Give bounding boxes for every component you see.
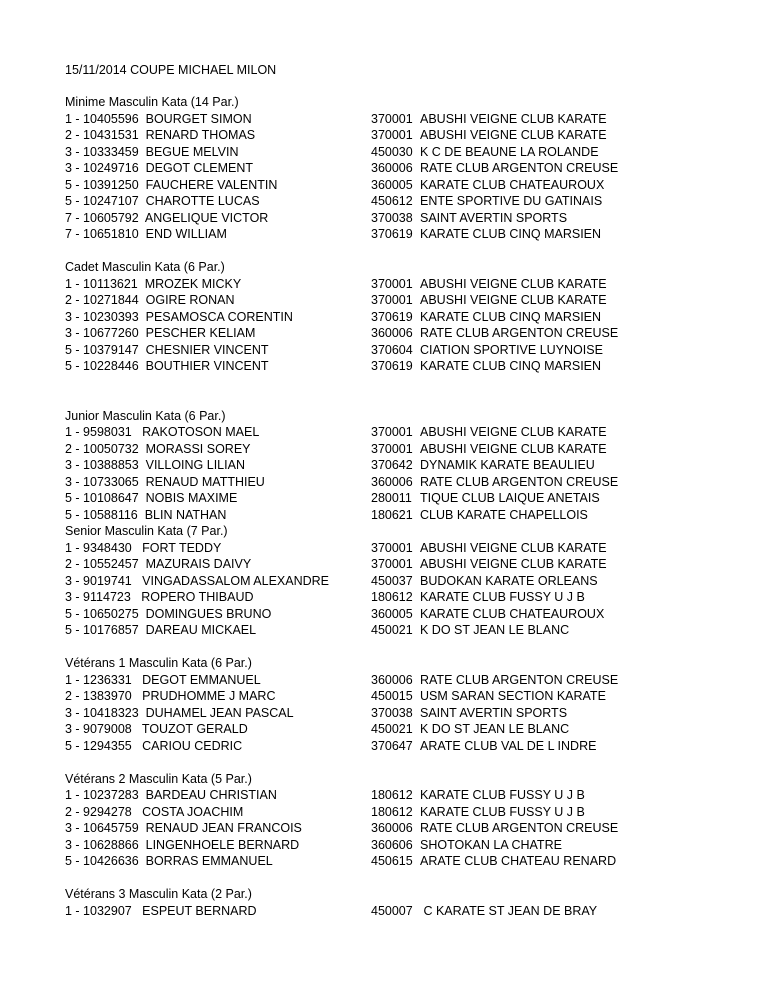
result-row	[65, 622, 745, 639]
club-name: KARATE CLUB CINQ MARSIEN	[420, 359, 602, 373]
result-row	[65, 177, 745, 194]
club-name: ABUSHI VEIGNE CLUB KARATE	[420, 111, 607, 126]
club-code: 370001	[371, 557, 413, 571]
club-name: CIATION SPORTIVE LUYNOISE	[420, 342, 603, 357]
athlete-rank-id-name: 1 - 1236331 DEGOT EMMANUEL	[65, 672, 261, 687]
athlete-rank-id-name: 3 - 10677260 PESCHER KELIAM	[65, 326, 256, 340]
club-code: 370001	[371, 441, 413, 456]
club-code: 450615	[371, 854, 413, 868]
athlete-rank-id-name: 5 - 10176857 DAREAU MICKAEL	[65, 623, 257, 637]
club-name: ENTE SPORTIVE DU GATINAIS	[420, 194, 603, 208]
club-code: 370001	[371, 111, 413, 126]
athlete-rank-id-name: 3 - 10333459 BEGUE MELVIN	[65, 144, 239, 159]
club-code: 180612	[371, 788, 413, 802]
club-code: 280011	[371, 491, 412, 505]
athlete-rank-id-name: 2 - 10050732 MORASSI SOREY	[65, 441, 251, 456]
athlete-rank-id-name: 5 - 1294355 CARIOU CEDRIC	[65, 738, 243, 753]
result-row	[65, 342, 745, 359]
club-code: 360006	[371, 821, 413, 835]
athlete-rank-id-name: 3 - 10733065 RENAUD MATTHIEU	[65, 474, 265, 489]
club-name: ABUSHI VEIGNE CLUB KARATE	[420, 293, 607, 307]
club-code: 360006	[371, 161, 413, 175]
club-name: RATE CLUB ARGENTON CREUSE	[420, 326, 619, 340]
athlete-rank-id-name: 7 - 10605792 ANGELIQUE VICTOR	[65, 210, 269, 225]
club-code: 450021	[371, 623, 413, 637]
club-name: BUDOKAN KARATE ORLEANS	[420, 573, 598, 588]
athlete-rank-id-name: 3 - 10645759 RENAUD JEAN FRANCOIS	[65, 821, 302, 835]
athlete-rank-id-name: 5 - 10650275 DOMINGUES BRUNO	[65, 606, 272, 621]
club-code: 360005	[371, 606, 413, 621]
club-name: DYNAMIK KARATE BEAULIEU	[420, 458, 595, 472]
category-section	[65, 94, 745, 243]
club-name: ARATE CLUB VAL DE L INDRE	[420, 738, 597, 753]
athlete-rank-id-name: 5 - 10379147 CHESNIER VINCENT	[65, 342, 269, 357]
club-name: ARATE CLUB CHATEAU RENARD	[420, 854, 617, 868]
result-row	[65, 474, 745, 491]
result-row	[65, 210, 745, 227]
result-row	[65, 853, 745, 870]
athlete-rank-id-name: 2 - 1383970 PRUDHOMME J MARC	[65, 689, 276, 703]
athlete-rank-id-name: 2 - 10552457 MAZURAIS DAIVY	[65, 557, 252, 571]
club-name: ABUSHI VEIGNE CLUB KARATE	[420, 128, 607, 142]
result-row	[65, 424, 745, 441]
athlete-rank-id-name: 3 - 10628866 LINGENHOELE BERNARD	[65, 837, 300, 852]
club-code: 370001	[371, 276, 413, 291]
category-header: Vétérans 1 Masculin Kata (6 Par.)	[65, 656, 252, 670]
athlete-rank-id-name: 2 - 9294278 COSTA JOACHIM	[65, 804, 244, 819]
club-code: 180612	[371, 804, 413, 819]
club-name: ABUSHI VEIGNE CLUB KARATE	[420, 557, 607, 571]
result-row	[65, 820, 745, 837]
club-code: 370001	[371, 540, 413, 555]
result-row	[65, 903, 745, 920]
club-code: 370619	[371, 359, 413, 373]
category-section	[65, 523, 745, 639]
club-name: K C DE BEAUNE LA ROLANDE	[420, 144, 599, 159]
result-row	[65, 490, 745, 507]
club-name: KARATE CLUB CINQ MARSIEN	[420, 309, 602, 324]
document-title: 15/11/2014 COUPE MICHAEL MILON	[65, 63, 277, 77]
club-name: KARATE CLUB CHATEAUROUX	[420, 177, 605, 192]
athlete-rank-id-name: 3 - 10249716 DEGOT CLEMENT	[65, 161, 254, 175]
athlete-rank-id-name: 5 - 10108647 NOBIS MAXIME	[65, 491, 238, 505]
club-name: SHOTOKAN LA CHATRE	[420, 837, 562, 852]
club-code: 360006	[371, 672, 413, 687]
club-code: 360006	[371, 474, 413, 489]
club-name: KARATE CLUB CINQ MARSIEN	[420, 227, 602, 241]
athlete-rank-id-name: 1 - 1032907 ESPEUT BERNARD	[65, 903, 257, 918]
athlete-rank-id-name: 3 - 9079008 TOUZOT GERALD	[65, 722, 248, 736]
athlete-rank-id-name: 3 - 10388853 VILLOING LILIAN	[65, 458, 245, 472]
club-name: SAINT AVERTIN SPORTS	[420, 210, 568, 225]
athlete-rank-id-name: 1 - 10113621 MROZEK MICKY	[65, 276, 242, 291]
club-code: 370001	[371, 293, 413, 307]
result-row	[65, 787, 745, 804]
club-name: KARATE CLUB CHATEAUROUX	[420, 606, 605, 621]
result-row	[65, 292, 745, 309]
result-row	[65, 226, 745, 243]
athlete-rank-id-name: 5 - 10426636 BORRAS EMMANUEL	[65, 854, 273, 868]
athlete-rank-id-name: 1 - 10405596 BOURGET SIMON	[65, 111, 252, 126]
result-row	[65, 738, 745, 755]
athlete-rank-id-name: 5 - 10247107 CHAROTTE LUCAS	[65, 194, 260, 208]
athlete-rank-id-name: 1 - 9348430 FORT TEDDY	[65, 540, 222, 555]
club-code: 360606	[371, 837, 413, 852]
athlete-rank-id-name: 3 - 10418323 DUHAMEL JEAN PASCAL	[65, 705, 294, 720]
result-row	[65, 111, 745, 128]
category-section	[65, 655, 745, 754]
club-name: KARATE CLUB FUSSY U J B	[420, 590, 585, 604]
club-code: 370647	[371, 738, 413, 753]
category-section	[65, 408, 745, 524]
result-row	[65, 804, 745, 821]
result-row	[65, 606, 745, 623]
athlete-rank-id-name: 5 - 10391250 FAUCHERE VALENTIN	[65, 177, 278, 192]
result-row	[65, 721, 745, 738]
result-row	[65, 441, 745, 458]
club-name: K DO ST JEAN LE BLANC	[420, 722, 570, 736]
club-name: CLUB KARATE CHAPELLOIS	[420, 507, 588, 522]
athlete-rank-id-name: 2 - 10431531 RENARD THOMAS	[65, 128, 256, 142]
club-code: 370038	[371, 210, 413, 225]
result-row	[65, 276, 745, 293]
category-header: Minime Masculin Kata (14 Par.)	[65, 95, 239, 109]
result-row	[65, 672, 745, 689]
club-name: SAINT AVERTIN SPORTS	[420, 705, 568, 720]
club-name: KARATE CLUB FUSSY U J B	[420, 788, 585, 802]
club-name: ABUSHI VEIGNE CLUB KARATE	[420, 425, 607, 439]
category-section	[65, 886, 745, 919]
club-name: C KARATE ST JEAN DE BRAY	[420, 903, 598, 918]
result-row	[65, 837, 745, 854]
club-name: RATE CLUB ARGENTON CREUSE	[420, 474, 619, 489]
club-code: 370038	[371, 705, 413, 720]
club-name: USM SARAN SECTION KARATE	[420, 689, 606, 703]
result-row	[65, 457, 745, 474]
category-section	[65, 259, 745, 375]
athlete-rank-id-name: 1 - 9598031 RAKOTOSON MAEL	[65, 425, 260, 439]
club-code: 370642	[371, 458, 413, 472]
result-row	[65, 160, 745, 177]
club-name: TIQUE CLUB LAIQUE ANETAIS	[420, 491, 600, 505]
club-code: 180612	[371, 590, 413, 604]
result-row	[65, 705, 745, 722]
athlete-rank-id-name: 1 - 10237283 BARDEAU CHRISTIAN	[65, 788, 277, 802]
result-row	[65, 127, 745, 144]
club-code: 370619	[371, 227, 413, 241]
club-name: ABUSHI VEIGNE CLUB KARATE	[420, 540, 607, 555]
athlete-rank-id-name: 5 - 10228446 BOUTHIER VINCENT	[65, 359, 269, 373]
result-row	[65, 589, 745, 606]
category-section	[65, 771, 745, 870]
club-code: 370001	[371, 425, 413, 439]
result-row	[65, 325, 745, 342]
athlete-rank-id-name: 3 - 10230393 PESAMOSCA CORENTIN	[65, 309, 293, 324]
category-header: Junior Masculin Kata (6 Par.)	[65, 408, 226, 423]
club-name: RATE CLUB ARGENTON CREUSE	[420, 161, 619, 175]
result-row	[65, 688, 745, 705]
club-code: 370604	[371, 342, 413, 357]
result-row	[65, 540, 745, 557]
club-code: 450037	[371, 573, 413, 588]
club-name: ABUSHI VEIGNE CLUB KARATE	[420, 276, 607, 291]
club-name: ABUSHI VEIGNE CLUB KARATE	[420, 441, 607, 456]
result-row	[65, 358, 745, 375]
category-header: Vétérans 3 Masculin Kata (2 Par.)	[65, 887, 252, 901]
athlete-rank-id-name: 2 - 10271844 OGIRE RONAN	[65, 293, 235, 307]
result-row	[65, 144, 745, 161]
club-code: 450612	[371, 194, 413, 208]
result-row	[65, 556, 745, 573]
athlete-rank-id-name: 5 - 10588116 BLIN NATHAN	[65, 507, 227, 522]
club-name: RATE CLUB ARGENTON CREUSE	[420, 672, 619, 687]
athlete-rank-id-name: 3 - 9114723 ROPERO THIBAUD	[65, 590, 254, 604]
club-name: K DO ST JEAN LE BLANC	[420, 623, 570, 637]
category-header: Cadet Masculin Kata (6 Par.)	[65, 260, 225, 274]
athlete-rank-id-name: 3 - 9019741 VINGADASSALOM ALEXANDRE	[65, 573, 330, 588]
athlete-rank-id-name: 7 - 10651810 END WILLIAM	[65, 227, 227, 241]
club-code: 450030	[371, 144, 413, 159]
result-row	[65, 193, 745, 210]
result-row	[65, 309, 745, 326]
club-code: 360006	[371, 326, 413, 340]
club-code: 370001	[371, 128, 413, 142]
club-name: KARATE CLUB FUSSY U J B	[420, 804, 585, 819]
club-code: 360005	[371, 177, 413, 192]
category-header: Vétérans 2 Masculin Kata (5 Par.)	[65, 771, 252, 786]
club-code: 450021	[371, 722, 413, 736]
category-header: Senior Masculin Kata (7 Par.)	[65, 524, 228, 538]
club-code: 180621	[371, 507, 413, 522]
result-row	[65, 573, 745, 590]
club-code: 370619	[371, 309, 413, 324]
club-name: RATE CLUB ARGENTON CREUSE	[420, 821, 619, 835]
club-code: 450007	[371, 903, 413, 918]
result-row	[65, 507, 745, 524]
club-code: 450015	[371, 689, 413, 703]
